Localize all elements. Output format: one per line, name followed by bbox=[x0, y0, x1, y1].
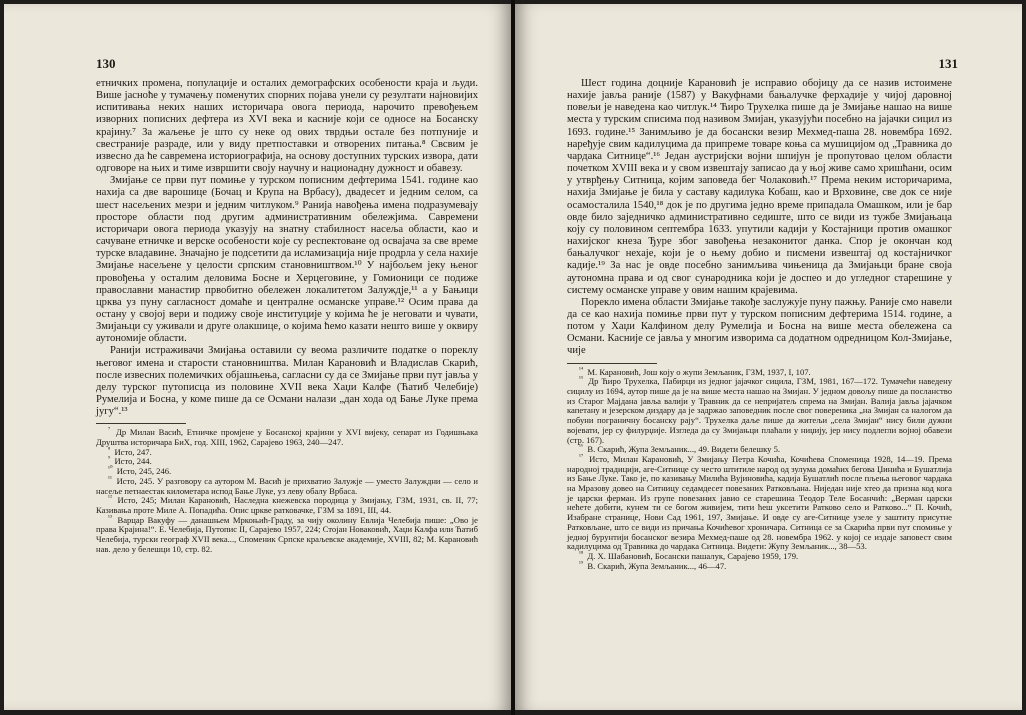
footnote-text: Варцар Вакуфу — данашњем Мркоњић-Граду, за чију околину Евлија Челебија пише: „Ово је права Крајина!“. Е. Челебија, Путопис II, Сарајево 1957, 224; Стојан Новаковић, Хаџи Калфа или Ћатиб Челебија, турски географ XVII века..., Споменик Српске краљевске академије, XVIII, 82; М. Карановић нав. дело у белешци 10, стр. 82. bbox=[96, 514, 478, 554]
paragraph: етничких промена, популације и осталих демографских особености краја и људи. Више јасноће у тумачењу поменутих спорних појава унели су резултати најновијих испитивања неких наших историчара овога периода, нарочито превођењем изворних пописних дефтера из XVI века и касније који се односе на Босанску крајину.⁷ За жаљење је што су неке од ових тврдњи остале без потпуније и свестраније разраде, или у виду претпоставки и отворених питања.⁸ Свсвим је извесно да ће савремена историографија, на основу доступних турских извора, дати одговоре на њих и тиме извршити своју научну и национадну дужност и обавезу. bbox=[96, 78, 478, 175]
paragraph: Порекло имена области Змијање такође заслужује пуну пажњу. Раније смо навели да се као нахија помиње први пут у турском пописним дефтерима 1514. године, а потом у Хаџи Калфином делу Румелија и Босна на више места обележена са Османи. Касније се јавља у многим изворима са додатном одредницом Кол-Змијање, чије bbox=[567, 296, 952, 357]
footnote-mark: ¹⁰ bbox=[108, 465, 113, 473]
footnote-divider bbox=[567, 363, 657, 364]
paragraph: Змијање се први пут помиње у турском пописним дефтерима 1541. године као нахија са две варошице (Бочац и Крупа на Врбасу), двадесет и једним селом, са шест насељених мезри и једним читлуком.⁹ Ранија навођења имена подразумевају просторе области под другим административним обележјима. Савремени историчари овога периода указују на знатну стабилност насеља области, као и сачуване етничке и верске особености које су респектоване од освајача за све време турске владавине. Значајно је подсетити да исламизација није продрла у села нахије Змијање насељене у целости српским становништвом.¹⁰ У најбољем јеку њеног провођења у осталим деловима Босне и Херцеговине, у Гомионици се подиже православни манастир првобитно обележен локалитетом Залуждје,¹¹ а у Бањици црква уз пуну сагласност домаће и централне османске управе.¹² Осим права да остану у својој вери и подижу своје институције у којима ће је неговати и чувати, Змијањци су уживали и друге олакшице, о којима ћемо казати нешто више у оквиру аутономије области. bbox=[96, 175, 478, 345]
page-number-right: 131 bbox=[938, 56, 958, 71]
footnote-text: Исто, 245, 246. bbox=[116, 466, 172, 477]
footnotes-left bbox=[96, 428, 478, 554]
footnote bbox=[96, 496, 478, 515]
footnote-text: В. Скарић, Жупа Земљаник..., 46—47. bbox=[587, 560, 727, 571]
left-page bbox=[4, 4, 511, 710]
footnote-mark: ⁹ bbox=[108, 455, 111, 463]
footnote-mark: ¹⁴ bbox=[579, 365, 584, 373]
footnote bbox=[567, 377, 952, 445]
footnote-text: Д. Х. Шабановић, Босански пашалук, Сарајево 1959, 179. bbox=[587, 550, 799, 561]
right-page bbox=[515, 4, 1022, 710]
footnote-divider bbox=[96, 423, 186, 424]
page-number-left: 130 bbox=[96, 56, 116, 71]
footnote bbox=[96, 513, 478, 555]
footnote bbox=[567, 559, 952, 572]
footnote-text: В. Скарић, Жупа Земљаник..., 49. Видети белешку 5. bbox=[587, 444, 781, 455]
footnote-mark: ¹⁶ bbox=[579, 443, 584, 451]
footnote-mark: ¹¹ bbox=[108, 475, 112, 483]
footnote bbox=[567, 455, 952, 552]
footnote-mark: ¹² bbox=[108, 494, 112, 502]
footnote-mark: ⁸ bbox=[108, 445, 111, 453]
footnote-text: Др Милан Васић, Етничке промјене у Босанској крајини у XVI вијеку, сепарат из Годишњака Друштва историчара БиХ, год. XIII, 1962, Сарајево 1963, 240—247. bbox=[96, 427, 478, 448]
footnote-mark: ¹³ bbox=[108, 513, 112, 521]
footnote bbox=[96, 477, 478, 496]
footnote-text: Др Ћиро Трухелка, Пабирци из једног јајачког сицила, ГЗМ, 1981, 167—172. Тумачећи наведену сицилу из 1694, аутор пише да је на више места нашао на Змијан. У једном довољу пише да посланство из Старог Мајдана јавља валији у Травник да се непријатељ спрема на Змијан. Валија јавља јајачком капетану и језерском диздару да је задржао заповедник после свог повереника „на Змијан са налогом да побуни пограничну босанску рају“. Трухелка даље пише да житељи „села Змијан“ нису били дужни војевати, јер су филурџије. Изгледа да су Змијањци плаћали у ниџију, јер нису подлегли војној обавези (стр. 167). bbox=[567, 376, 952, 445]
footnote-text: Исто, 244. bbox=[114, 456, 152, 467]
footnote-mark: ⁷ bbox=[108, 426, 111, 434]
footnote-text: Исто, 245. У разговору са аутором М. Васић је прихватио Залужје — уместо Залуждни — село и насеље петнаестак километара испод Бање Луке, уз леву обалу Врбаса. bbox=[96, 475, 478, 496]
footnote-text: Исто, 245; Милан Карановић, Наследна кнежевска породица у Змијању, ГЗМ, 1931, св. II, 77; Казивања проте Миле А. Попадића. Опис цркве ратковачке, ГЗМ за 1891, III, 44. bbox=[96, 495, 478, 515]
footnote-text: Исто, 247. bbox=[114, 446, 152, 457]
footnote bbox=[96, 445, 478, 458]
paragraph: Ранији истраживачи Змијања оставили су веома различите податке о пореклу његовог имена и старости становништва. Милан Карановић и Владислав Скарић, после извесних полемичких објашњења, сагласни су да се Змијање први пут јавља у делу турског путописца из половине XVII века Хаџи Калфе (Ћатиб Челебије) Румелија и Босна, у коме пише да се Османи налази „дан хода од Бање Луке према југу“.¹³ bbox=[96, 345, 478, 418]
footnotes-right bbox=[567, 365, 952, 572]
left-page-text bbox=[96, 78, 478, 555]
footnote-text: М. Карановић, Још коју о жупи Земљаник, ГЗМ, 1937, I, 107. bbox=[587, 366, 811, 377]
footnote-mark: ¹⁵ bbox=[579, 375, 584, 383]
footnote-mark: ¹⁹ bbox=[579, 559, 584, 567]
footnote-mark: ¹⁸ bbox=[579, 550, 584, 558]
footnote bbox=[96, 428, 478, 447]
footnote-text: Исто, Милан Карановић, У Змијању Петра Кочића, Кочићева Споменица 1928, 14—19. Према народној традицији, аге-Ситнице су често штитиле народ од зулума домаћих бегова Џинића и Бушатлија из Бање Луке. Тако је, по казивању Милића Вујиновића, кадија Бушатлић после пљења његовог чардака на Мразову довео на Ситницу седамдесет повезаних Ратковљана. Ниједан није хтео да призна код кога је царски ферман. Из групе повезаних јавио се старешина Теодор Теле Босанчић: „Верман царски нећете добити, кунем ти се богом живијем, тити ћеш уксетити Ратково село и Ратково...“ П. Кочић, Изабране странице, Нови Сад 1961, 197, Змијање. И овде су аге-Ситнице узеле у заштиту присутне Ратковљане, што се види из причања Кочићевог хроничара. Ситница се за Скарића први пут спомиње у једној бурунтији босанског везира Мехмед-паше од 28. новембра 1962. у којој се издаје заповест свим кадилуцима од Травника до чардака Ситница. Видети: Жупу Земљаник..., 38—53. bbox=[567, 453, 952, 552]
right-page-text bbox=[567, 78, 952, 571]
paragraph: Шест година доцније Карановић је исправио обојицу да се назив истоимене нахије јавља раније (1587) у Вакуфнами бањалучке ферхадије у чијој даровној повељи је наведена као читлук.¹⁴ Ћиро Трухелка пише да је Змијање нашао на више места у турским списима под називом Змијан, указујући посебно на јајачки сицил из 1693. године.¹⁵ Занимљиво је да босански везир Мехмед-паша 28. новембра 1692. наређује свим кадилуцима да припреме товаре коња са мушицијом од „Травника до чардака Ситнице“.¹⁶ Један аустријски војни шпијун је пропутовао целом области почетком XVIII века и у свом извештају записао да у њој живе само хришћани, осим у утврђењу Ситница, којим заповеда бег Чолаковић.¹⁷ Према неким историчарима, нахија Змијање је била у саставу кадилука Кобаш, као и Врховине, све док се није осамосталила 1540,¹⁸ док је по другима једно време припадала Омашком, или је бар овде било заједничко административно седиште, што се види из тужбе Змијањаца коју су половином септембра 1633. упутили кадији у Костајници против омашког нахијског кнеза Ђуре због завођења незаконитог данка. Спор је окончан код бањалучког нехаје, који је о њему добио и писмени извештај од костајничког кадије.¹⁹ За нас је овде посебно занимљива чињеница да Змијањци бране своја аутономна права и од свог сународника који је доспео и до угледног старешине у систему османске управе у овим нашим крајевима. bbox=[567, 78, 952, 296]
footnote-mark: ¹⁷ bbox=[579, 453, 584, 461]
